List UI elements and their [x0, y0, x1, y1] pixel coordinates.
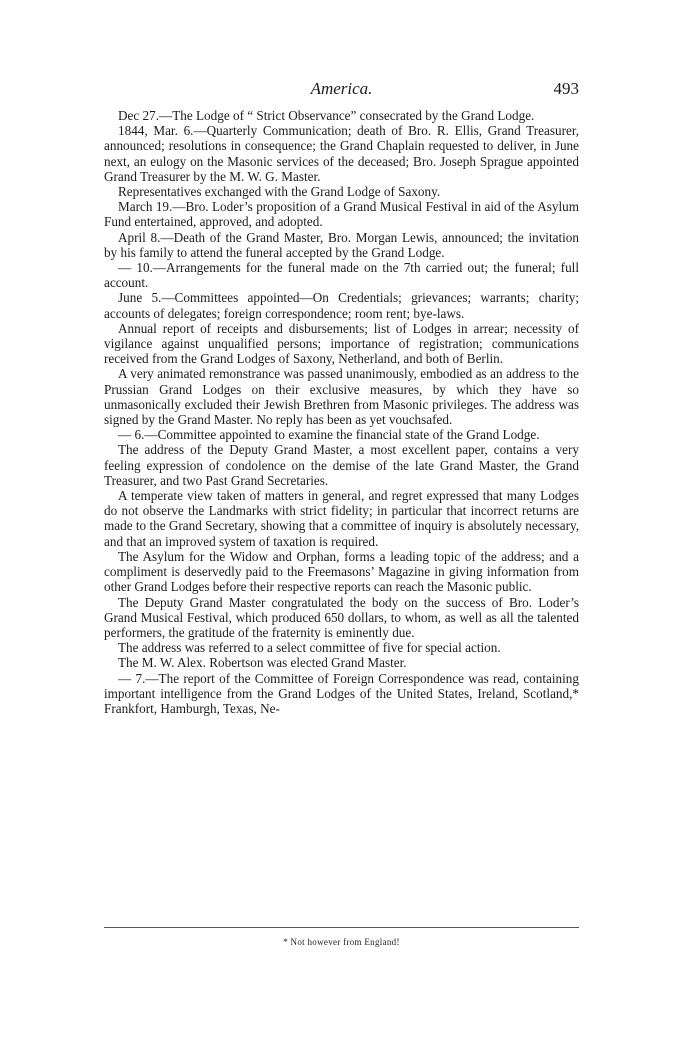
page-number: 493	[553, 79, 579, 98]
paragraph: The Asylum for the Widow and Orphan, forms a leading topic of the address; and a compliment is deservedly paid to the Freemasons’ Magazine in giving information from other Grand Lodges before their respective reports can reach the Masonic public.	[104, 548, 579, 595]
body-text	[104, 108, 579, 716]
paragraph: 1844, Mar. 6.—Quarterly Communication; death of Bro. R. Ellis, Grand Treasurer, announced; resolutions in consequence; the Grand Chaplain requested to deliver, in June next, an eulogy on the Masonic services of the deceased; Bro. Joseph Sprague appointed Grand Treasurer by the M. W. G. Master.	[104, 123, 579, 184]
footnote: * Not however from England!	[283, 937, 400, 947]
footnote-rule	[104, 927, 579, 928]
paragraph: April 8.—Death of the Grand Master, Bro. Morgan Lewis, announced; the invitation by his family to attend the funeral accepted by the Grand Lodge.	[104, 229, 579, 260]
paragraph: The Deputy Grand Master congratulated the body on the success of Bro. Loder’s Grand Musical Festival, which produced 650 dollars, to whom, as well as all the talented performers, the gratitude of the fraternity is eminently due.	[104, 594, 579, 640]
paragraph: — 7.—The report of the Committee of Foreign Correspondence was read, containing important intelligence from the Grand Lodges of the United States, Ireland, Scotland,* Frankfort, Hamburgh, Texas, Ne-	[104, 670, 579, 716]
running-title: America.	[310, 79, 373, 98]
paragraph: March 19.—Bro. Loder’s proposition of a Grand Musical Festival in aid of the Asylum Fund entertained, approved, and adopted.	[104, 199, 579, 230]
paragraph: Representatives exchanged with the Grand Lodge of Saxony.	[118, 184, 441, 200]
paragraph: The M. W. Alex. Robertson was elected Grand Master.	[118, 655, 407, 671]
paragraph: — 10.—Arrangements for the funeral made on the 7th carried out; the funeral; full account.	[104, 260, 579, 291]
paragraph: The address was referred to a select committee of five for special action.	[118, 640, 501, 656]
paragraph: — 6.—Committee appointed to examine the financial state of the Grand Lodge.	[118, 427, 540, 443]
paragraph: A temperate view taken of matters in general, and regret expressed that many Lodges do not observe the Landmarks with strict fidelity; in particular that incorrect returns are made to the Grand Secretary, showing that a committee of inquiry is absolutely necessary, and that an improved system of taxation is required.	[104, 488, 579, 549]
paragraph: A very animated remonstrance was passed unanimously, embodied as an address to the Prussian Grand Lodges on their exclusive measures, by which they have so unmasonically excluded their Jewish Brethren from Masonic privileges. The address was signed by the Grand Master. No reply has been as yet vouchsafed.	[104, 366, 579, 428]
page-header	[104, 79, 579, 99]
paragraph: June 5.—Committees appointed—On Credentials; grievances; warrants; charity; accounts of delegates; foreign correspondence; room rent; bye-laws.	[104, 290, 579, 321]
paragraph: Annual report of receipts and disbursements; list of Lodges in arrear; necessity of vigilance against unqualified persons; importance of registration; communications received from the Grand Lodges of Saxony, Netherland, and both of Berlin.	[104, 320, 579, 367]
paragraph: The address of the Deputy Grand Master, a most excellent paper, contains a very feeling expression of condolence on the demise of the late Grand Master, the Grand Treasurer, and two Past Grand Secretaries.	[104, 442, 579, 488]
paragraph: Dec 27.—The Lodge of “ Strict Observance” consecrated by the Grand Lodge.	[118, 108, 535, 123]
